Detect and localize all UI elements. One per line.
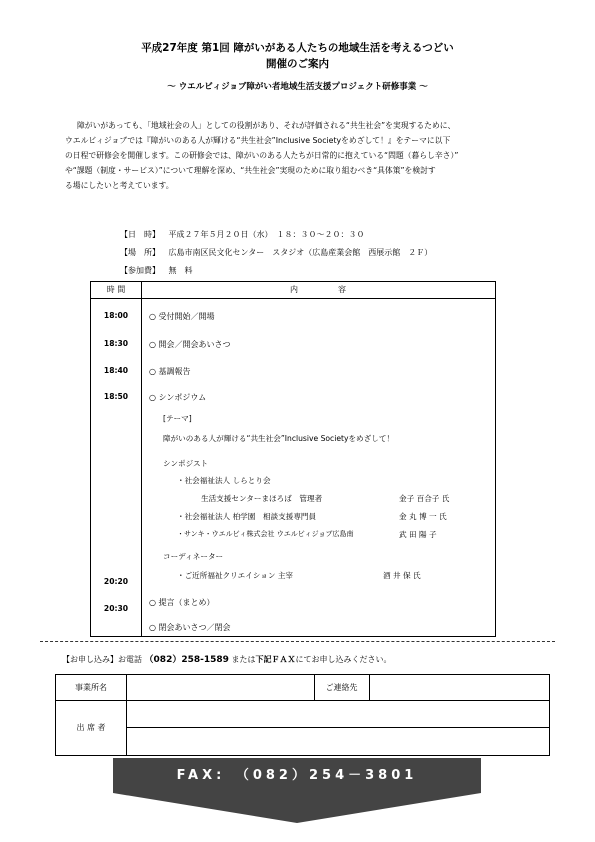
panelist-org: ・サンキ・ウエルビィ株式会社 ウエルビィジョブ広島南: [177, 530, 354, 538]
attendee-field-1[interactable]: [128, 703, 547, 725]
apply-prefix: 【お申し込み】お電話: [62, 655, 142, 664]
form-divider: [56, 700, 549, 701]
form-divider: [126, 727, 549, 728]
panelist-name: 金 丸 博 一 氏: [399, 512, 447, 521]
schedule-table: [90, 281, 496, 637]
form-divider: [369, 675, 370, 700]
panelist-org: ・社会福祉法人 柏学園 相談支援専門員: [177, 512, 317, 521]
event-title-sub: 開催のご案内: [266, 58, 329, 70]
apply-fax-word: 下記ＦＡＸ: [255, 655, 296, 664]
schedule-time: 18:50: [103, 392, 129, 401]
intro-line: や“課題（制度・サービス）”について理解を深め、“共生社会”実現のために取り組むべき“具体策”を検討す: [65, 166, 436, 175]
panelist-org: 生活支援センターまほろば 管理者: [201, 494, 323, 503]
panelist-org: ・社会福祉法人 しらとり会: [177, 476, 271, 485]
contact-field[interactable]: [372, 677, 547, 698]
application-form: [55, 674, 550, 756]
schedule-item: ○ 開会／開会あいさつ: [149, 340, 231, 349]
schedule-item: ○ 基調報告: [149, 367, 191, 376]
schedule-divider: [141, 282, 142, 636]
info-fee-value: 無 料: [168, 266, 193, 275]
schedule-time-header: 時 間: [106, 285, 126, 294]
schedule-item: ○ 閉会あいさつ／閉会: [149, 623, 231, 632]
info-date-value: 平成２７年５月２０日（水） １８：３０～２０：３０: [168, 230, 365, 239]
panelist-label: シンポジスト: [163, 459, 209, 468]
office-label: 事業所名: [75, 683, 107, 692]
arrow-down-icon: [113, 793, 481, 823]
apply-tel: （082）258-1589: [144, 655, 229, 665]
theme-label: [テーマ]: [163, 414, 192, 423]
coordinator-name: 酒 井 保 氏: [383, 571, 421, 580]
info-date-label: 【日 時】: [120, 230, 160, 239]
schedule-item: ○ 受付開始／開場: [149, 312, 215, 321]
schedule-item: ○ 提言（まとめ）: [149, 598, 215, 607]
schedule-time: 18:30: [103, 339, 129, 348]
schedule-time: 20:20: [103, 577, 129, 586]
theme-text: 障がいのある人が輝ける“共生社会”Inclusive Societyをめざして！: [163, 434, 395, 443]
info-fee-label: 【参加費】: [120, 266, 160, 275]
panelist-name: 武 田 陽 子: [399, 530, 437, 539]
info-fee: [120, 265, 193, 276]
intro-line: る場にしたいと考えています。: [65, 181, 174, 190]
event-subtitle: ～ ウエルビィジョブ障がい者地域生活支援プロジェクト研修事業 ～: [167, 82, 428, 92]
attendee-label: 出 席 者: [76, 723, 106, 732]
event-title: 平成27年度 第1回 障がいがある人たちの地域生活を考えるつどい: [141, 42, 454, 54]
contact-label: ご連絡先: [325, 683, 358, 692]
intro-line: の日程で研修会を開催します。この研修会では、障がいのある人たちが日常的に抱えている“問題（暮らし辛さ）”: [65, 151, 459, 160]
schedule-header: [91, 282, 495, 299]
info-date: [120, 229, 365, 240]
schedule-content-header: 内 容: [290, 285, 346, 294]
attendee-field-2[interactable]: [128, 730, 547, 753]
coordinator-label: コーディネーター: [163, 552, 224, 561]
fax-banner: FAX: （082）254－3801: [113, 758, 481, 793]
info-place-label: 【場 所】: [120, 248, 160, 257]
schedule-time: 18:40: [103, 366, 129, 375]
apply-instructions: [62, 652, 391, 665]
schedule-time: 18:00: [103, 311, 129, 320]
intro-line: ウエルビィジョブでは『障がいのある人が輝ける“共生社会”Inclusive Societyをめざして！』をテーマに以下: [65, 136, 451, 145]
schedule-item: ○ シンポジウム: [149, 393, 207, 402]
schedule-time: 20:30: [103, 604, 129, 613]
panelist-name: 金子 百合子 氏: [399, 494, 450, 503]
cut-line: [40, 641, 555, 642]
info-place: [120, 247, 432, 258]
intro-line: 障がいがあっても、「地域社会の人」としての役割があり、それが評価される“共生社会”を実現するために、: [77, 121, 456, 130]
office-field[interactable]: [128, 677, 312, 698]
info-place-value: 広島市南区民文化センター スタジオ（広島産業会館 西展示館 ２Ｆ）: [168, 248, 433, 257]
apply-suffix: にてお申し込みください。: [295, 655, 392, 664]
coordinator-org: ・ご近所福祉クリエイション 主宰: [177, 571, 294, 580]
form-divider: [126, 675, 127, 755]
apply-middle: または: [231, 655, 256, 664]
